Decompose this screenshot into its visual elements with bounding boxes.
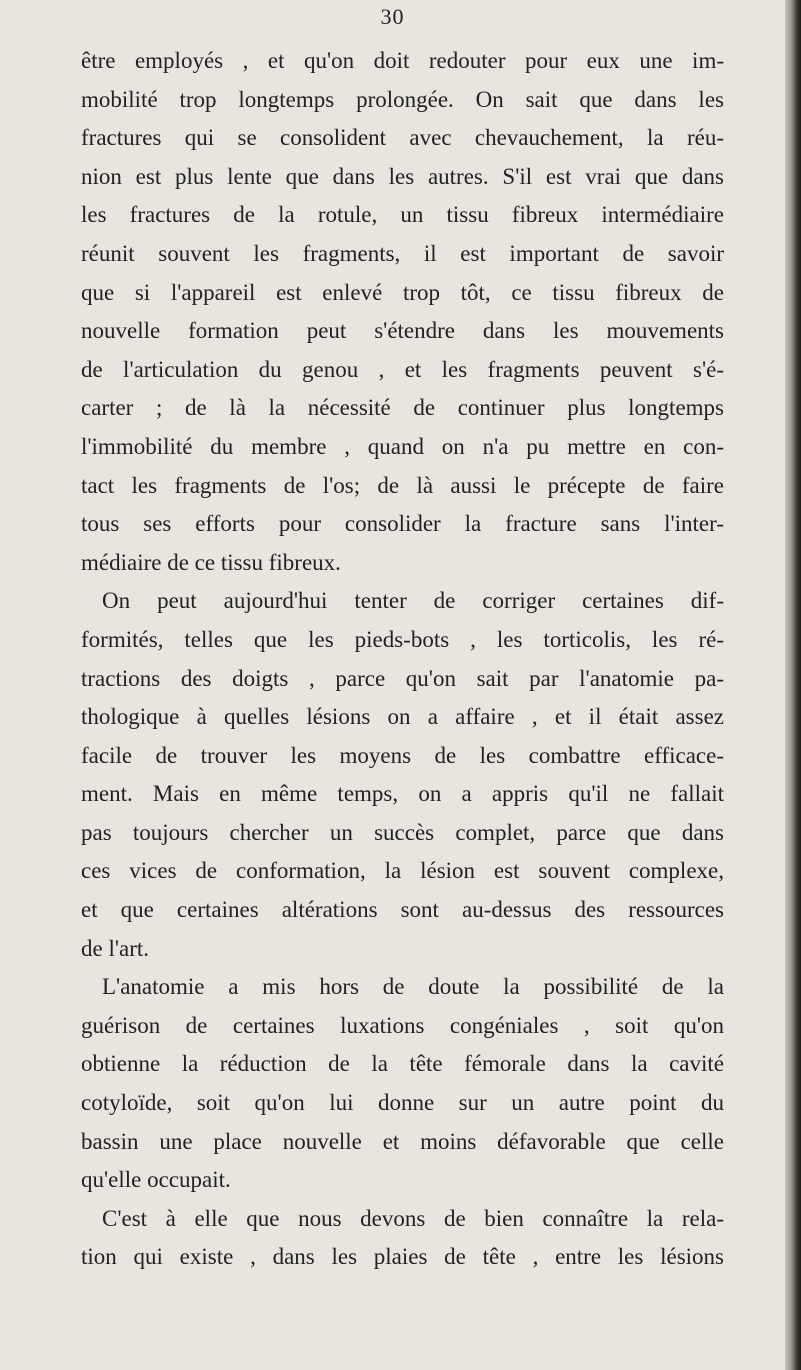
- text-line: guérison de certaines luxations congéniales , soit qu'on: [81, 1012, 724, 1038]
- page-edge-shadow: [785, 0, 801, 1370]
- text-line: facile de trouver les moyens de les combattre efficace-: [81, 742, 724, 768]
- text-line: bassin une place nouvelle et moins défavorable que celle: [81, 1128, 724, 1154]
- text-line: de l'art.: [81, 935, 150, 961]
- page-number: 30: [380, 4, 405, 29]
- text-line: mobilité trop longtemps prolongée. On sait que dans les: [81, 86, 724, 112]
- text-line: réunit souvent les fragments, il est important de savoir: [81, 240, 724, 266]
- text-line: qu'elle occupait.: [81, 1167, 231, 1193]
- text-line: fractures qui se consolident avec chevauchement, la réu-: [81, 125, 724, 151]
- text-line: les fractures de la rotule, un tissu fibreux intermédiaire: [81, 202, 724, 228]
- text-line: médiaire de ce tissu fibreux.: [81, 549, 341, 575]
- text-line: On peut aujourd'hui tenter de corriger certaines dif-: [102, 588, 724, 614]
- text-line: L'anatomie a mis hors de doute la possibilité de la: [102, 974, 724, 1000]
- text-line: C'est à elle que nous devons de bien connaître la rela-: [102, 1205, 724, 1231]
- text-line: ces vices de conformation, la lésion est souvent complexe,: [81, 858, 724, 884]
- text-line: cotyloïde, soit qu'on lui donne sur un autre point du: [81, 1090, 724, 1116]
- text-line: ment. Mais en même temps, on a appris qu'il ne fallait: [81, 781, 724, 807]
- text-line: tact les fragments de l'os; de là aussi le précepte de faire: [81, 472, 724, 498]
- text-line: de l'articulation du genou , et les fragments peuvent s'é-: [81, 356, 724, 382]
- text-line: pas toujours chercher un succès complet, parce que dans: [81, 819, 724, 845]
- text-line: nouvelle formation peut s'étendre dans les mouvements: [81, 318, 724, 344]
- text-line: nion est plus lente que dans les autres. S'il est vrai que dans: [81, 163, 724, 189]
- text-line: carter ; de là la nécessité de continuer plus longtemps: [81, 395, 724, 421]
- text-line: tractions des doigts , parce qu'on sait par l'anatomie pa-: [81, 665, 724, 691]
- text-line: formités, telles que les pieds-bots , les torticolis, les ré-: [81, 626, 724, 652]
- text-line: et que certaines altérations sont au-dessus des ressources: [81, 897, 724, 923]
- text-line: tion qui existe , dans les plaies de tête , entre les lésions: [81, 1244, 724, 1270]
- text-line: tous ses efforts pour consolider la fracture sans l'inter-: [81, 511, 724, 537]
- text-line: être employés , et qu'on doit redouter pour eux une im-: [81, 48, 724, 73]
- text-line: que si l'appareil est enlevé trop tôt, ce tissu fibreux de: [81, 279, 724, 305]
- text-line: obtienne la réduction de la tête fémorale dans la cavité: [81, 1051, 724, 1077]
- body-text: [81, 42, 724, 1277]
- text-line: thologique à quelles lésions on a affaire , et il était assez: [81, 704, 724, 730]
- text-line: l'immobilité du membre , quand on n'a pu mettre en con-: [81, 433, 724, 459]
